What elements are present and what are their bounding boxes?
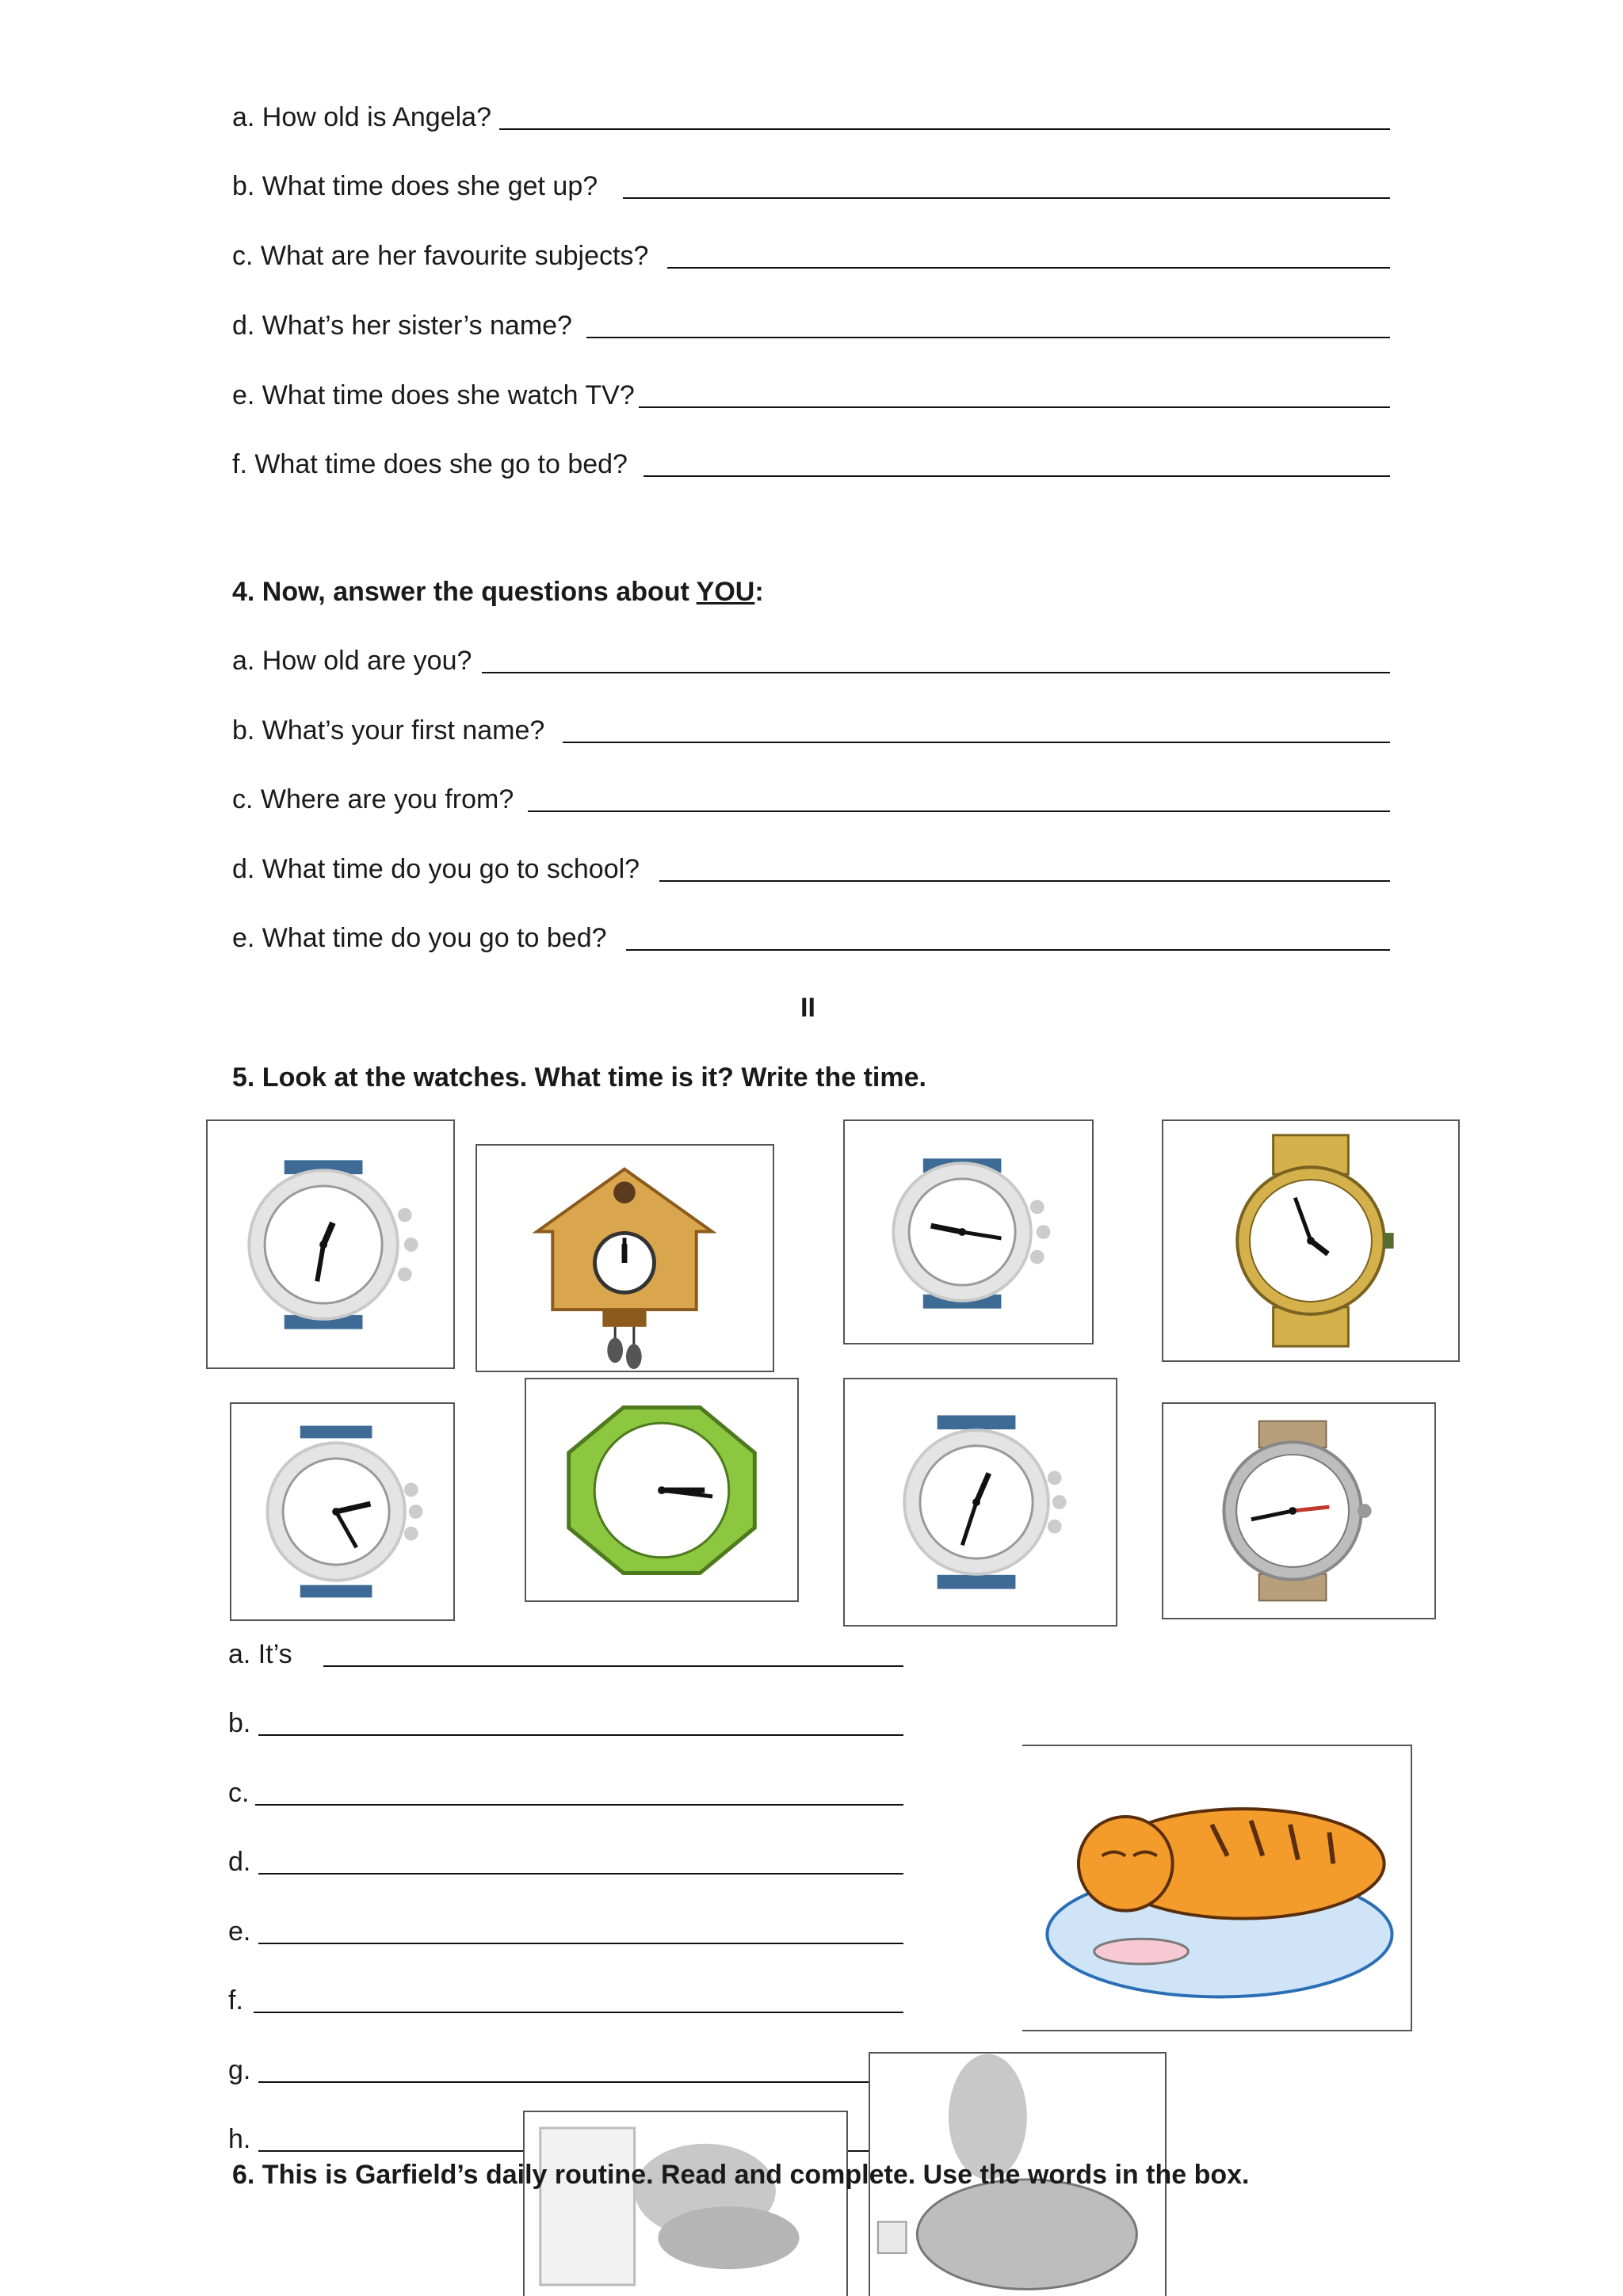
answer-line-5d[interactable] [258,1873,903,1875]
answer-label-e: e. [228,1917,251,1947]
question-4c: c. Where are you from? [232,784,514,814]
answer-line-4d[interactable] [659,880,1390,882]
wristwatch-icon [230,1402,455,1621]
answer-line-3f[interactable] [643,475,1390,477]
answer-line-3c[interactable] [667,267,1390,269]
answer-line-3e[interactable] [639,406,1390,408]
gold-watch-icon [1162,1119,1460,1362]
answer-label-a: a. It’s [228,1639,292,1669]
part-divider: II [800,993,815,1023]
answer-line-5a[interactable] [323,1665,903,1667]
section4-heading-you: YOU [696,577,755,607]
garfield-sleeping-icon [1022,1745,1412,2031]
question-3c: c. What are her favourite subjects? [232,241,649,271]
answer-line-5c[interactable] [255,1804,903,1806]
question-3a: a. How old is Angela? [232,102,491,132]
question-4b: b. What’s your first name? [232,715,545,746]
question-3b: b. What time does she get up? [232,171,598,201]
answer-label-f: f. [228,1985,243,2016]
cuckoo-clock-icon [475,1144,774,1372]
wristwatch-icon [206,1119,455,1369]
question-4a: a. How old are you? [232,646,472,676]
answer-line-3b[interactable] [623,197,1390,199]
answer-line-4a[interactable] [482,672,1390,673]
answer-line-5f[interactable] [254,2012,903,2013]
answer-line-3d[interactable] [586,337,1390,338]
section6-heading: 6. This is Garfield’s daily routine. Read and complete. Use the words in the box. [232,2160,1250,2190]
answer-line-5g[interactable] [258,2081,903,2083]
answer-line-5b[interactable] [258,1734,903,1736]
answer-line-5e[interactable] [258,1943,903,1944]
section5-heading: 5. Look at the watches. What time is it? Write the time. [232,1062,926,1093]
answer-label-b: b. [228,1708,251,1738]
wristwatch-icon [843,1378,1117,1627]
answer-line-4c[interactable] [528,810,1390,812]
question-3e: e. What time does she watch TV? [232,380,635,410]
answer-label-h: h. [228,2124,251,2154]
answer-label-c: c. [228,1778,250,1808]
answer-label-d: d. [228,1847,251,1877]
question-4d: d. What time do you go to school? [232,854,640,884]
section4-heading [232,576,764,608]
section4-heading-suffix: : [754,577,764,607]
answer-label-g: g. [228,2055,251,2085]
question-3d: d. What’s her sister’s name? [232,311,572,341]
silver-watch-icon [1162,1402,1436,1619]
answer-line-4e[interactable] [626,949,1390,951]
section4-heading-prefix: 4. Now, answer the questions about [232,577,697,607]
question-3f: f. What time does she go to bed? [232,449,628,479]
wristwatch-icon [843,1119,1094,1344]
question-4e: e. What time do you go to bed? [232,923,607,953]
octagon-clock-icon [525,1378,799,1602]
garfield-routine-icon [523,2111,848,2296]
answer-line-4b[interactable] [563,742,1390,743]
answer-line-3a[interactable] [499,128,1390,130]
